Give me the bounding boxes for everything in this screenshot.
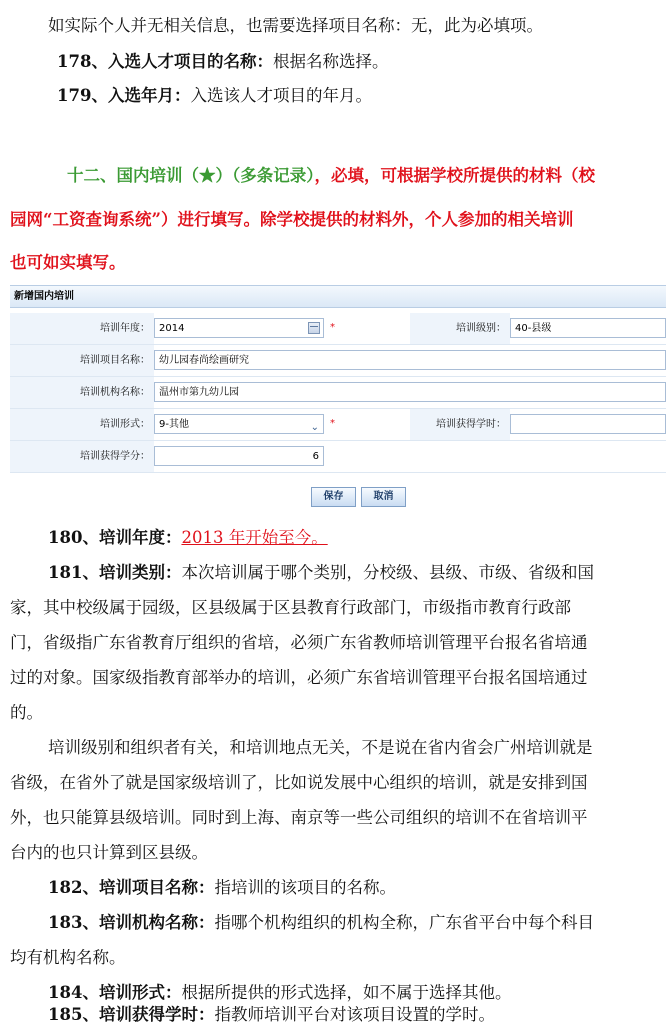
form-label: 培训形式： (10, 409, 154, 440)
item-182-text: 指培训的该项目的名称。 (214, 878, 396, 897)
item-184-text: 根据所提供的形式选择，如不属于选择其他。 (181, 983, 512, 1002)
item-179-title: 入选年月： (107, 86, 191, 105)
item-183 (48, 912, 666, 934)
item-181-l5: 的。 (10, 703, 43, 722)
project-input[interactable] (154, 350, 666, 370)
credits-label: 培训获得学分： (10, 441, 154, 472)
item-180-text: 2013 年开始至今。 (181, 528, 328, 547)
item-178-text: 根据名称选择。 (272, 52, 389, 71)
org-label: 培训机构名称： (10, 377, 154, 408)
credits-input[interactable] (154, 446, 324, 466)
row-form-hours (10, 409, 666, 441)
level-label: 培训级别： (410, 313, 510, 344)
year-cell (154, 313, 410, 344)
training-form (10, 285, 666, 474)
item-180-num: 180、 (48, 528, 99, 547)
section-heading-rest: ，必填，可根据学校所提供的材料（校 (314, 166, 595, 185)
credits-cell (154, 441, 666, 472)
hours-label: 培训获得学时： (410, 409, 510, 440)
item-179-text: 入选该人才项目的年月。 (190, 86, 372, 105)
item-178 (57, 51, 666, 73)
item-181 (48, 562, 666, 584)
hours-cell (510, 409, 666, 440)
para2-l4: 台内的也只计算到区县级。 (10, 843, 208, 862)
item-185-text: 指教师培训平台对该项目设置的学时。 (214, 1005, 495, 1024)
section-heading (67, 165, 666, 187)
year-value: 2014 (159, 323, 185, 334)
project-value: 幼儿园春尚绘画研究 (159, 355, 249, 366)
row-credits (10, 441, 666, 473)
item-185-title: 培训获得学时： (98, 1005, 215, 1024)
level-select[interactable] (510, 318, 666, 338)
row-org (10, 377, 666, 409)
form-cell (154, 409, 410, 440)
credits-value: 6 (312, 451, 319, 462)
item-181-l2: 家，其中校级属于园级，区县级属于区县教育行政部门，市级指市教育行政部 (10, 598, 571, 617)
item-180 (48, 527, 666, 549)
save-button[interactable]: 保存 (311, 487, 356, 507)
form-value: 9-其他 (159, 419, 189, 430)
section-heading-prefix: 十二、国内培训（★）（多条记录） (67, 166, 315, 185)
item-182-num: 182、 (48, 878, 99, 897)
item-185-num: 185、 (48, 1005, 99, 1024)
org-value: 温州市第九幼儿园 (159, 387, 239, 398)
required-mark: * (330, 322, 335, 333)
form-title: 新增国内培训 (10, 286, 666, 308)
item-184 (48, 982, 666, 1004)
item-178-title: 入选人才项目的名称： (107, 52, 273, 71)
item-185 (48, 1004, 666, 1026)
para2-l1: 培训级别和组织者有关，和培训地点无关，不是说在省内省会广州培训就是 (48, 738, 593, 757)
item-182-title: 培训项目名称： (98, 878, 215, 897)
section-heading-line2: 园网“工资查询系统”）进行填写。除学校提供的材料外，个人参加的相关培训 (10, 210, 574, 229)
level-value: 40-县级 (515, 323, 552, 334)
item-181-l4: 过的对象。国家级指教育部举办的培训，必须广东省培训管理平台报名国培通过 (10, 668, 588, 687)
item-181-l1: 本次培训属于哪个类别，分校级、县级、市级、省级和国 (181, 563, 594, 582)
hours-input[interactable] (510, 414, 666, 434)
org-input[interactable] (154, 382, 666, 402)
para2-l3: 外，也只能算县级培训。同时到上海、南京等一些公司组织的培训不在省培训平 (10, 808, 588, 827)
item-181-title: 培训类别： (98, 563, 182, 582)
item-183-num: 183、 (48, 913, 99, 932)
item-182 (48, 877, 666, 899)
row-project (10, 345, 666, 377)
item-183-l1: 指哪个机构组织的机构全称，广东省平台中每个科目 (214, 913, 594, 932)
item-179 (57, 85, 666, 107)
item-178-num: 178、 (57, 52, 108, 71)
calendar-icon[interactable] (308, 322, 320, 334)
section-heading-line3: 也可如实填写。 (10, 253, 126, 272)
para2-l2: 省级，在省外了就是国家级培训了，比如说发展中心组织的培训，就是安排到国 (10, 773, 588, 792)
row-year-level (10, 313, 666, 345)
item-179-num: 179、 (57, 86, 108, 105)
project-cell (154, 345, 666, 376)
project-label: 培训项目名称： (10, 345, 154, 376)
item-180-title: 培训年度： (98, 528, 182, 547)
cancel-button[interactable]: 取消 (361, 487, 406, 507)
required-mark: * (330, 418, 335, 429)
level-cell (510, 313, 666, 344)
intro-line: 如实际个人并无相关信息，也需要选择项目名称：无，此为必填项。 (48, 16, 543, 35)
item-181-num: 181、 (48, 563, 99, 582)
item-184-num: 184、 (48, 983, 99, 1002)
item-184-title: 培训形式： (98, 983, 182, 1002)
item-183-l2: 均有机构名称。 (10, 948, 126, 967)
chevron-down-icon[interactable]: ⌄ (310, 422, 319, 433)
form-select[interactable] (154, 414, 324, 434)
year-input[interactable] (154, 318, 324, 338)
org-cell (154, 377, 666, 408)
item-183-title: 培训机构名称： (98, 913, 215, 932)
item-181-l3: 门，省级指广东省教育厅组织的省培，必须广东省教师培训管理平台报名省培通 (10, 633, 588, 652)
year-label: 培训年度： (10, 313, 154, 344)
